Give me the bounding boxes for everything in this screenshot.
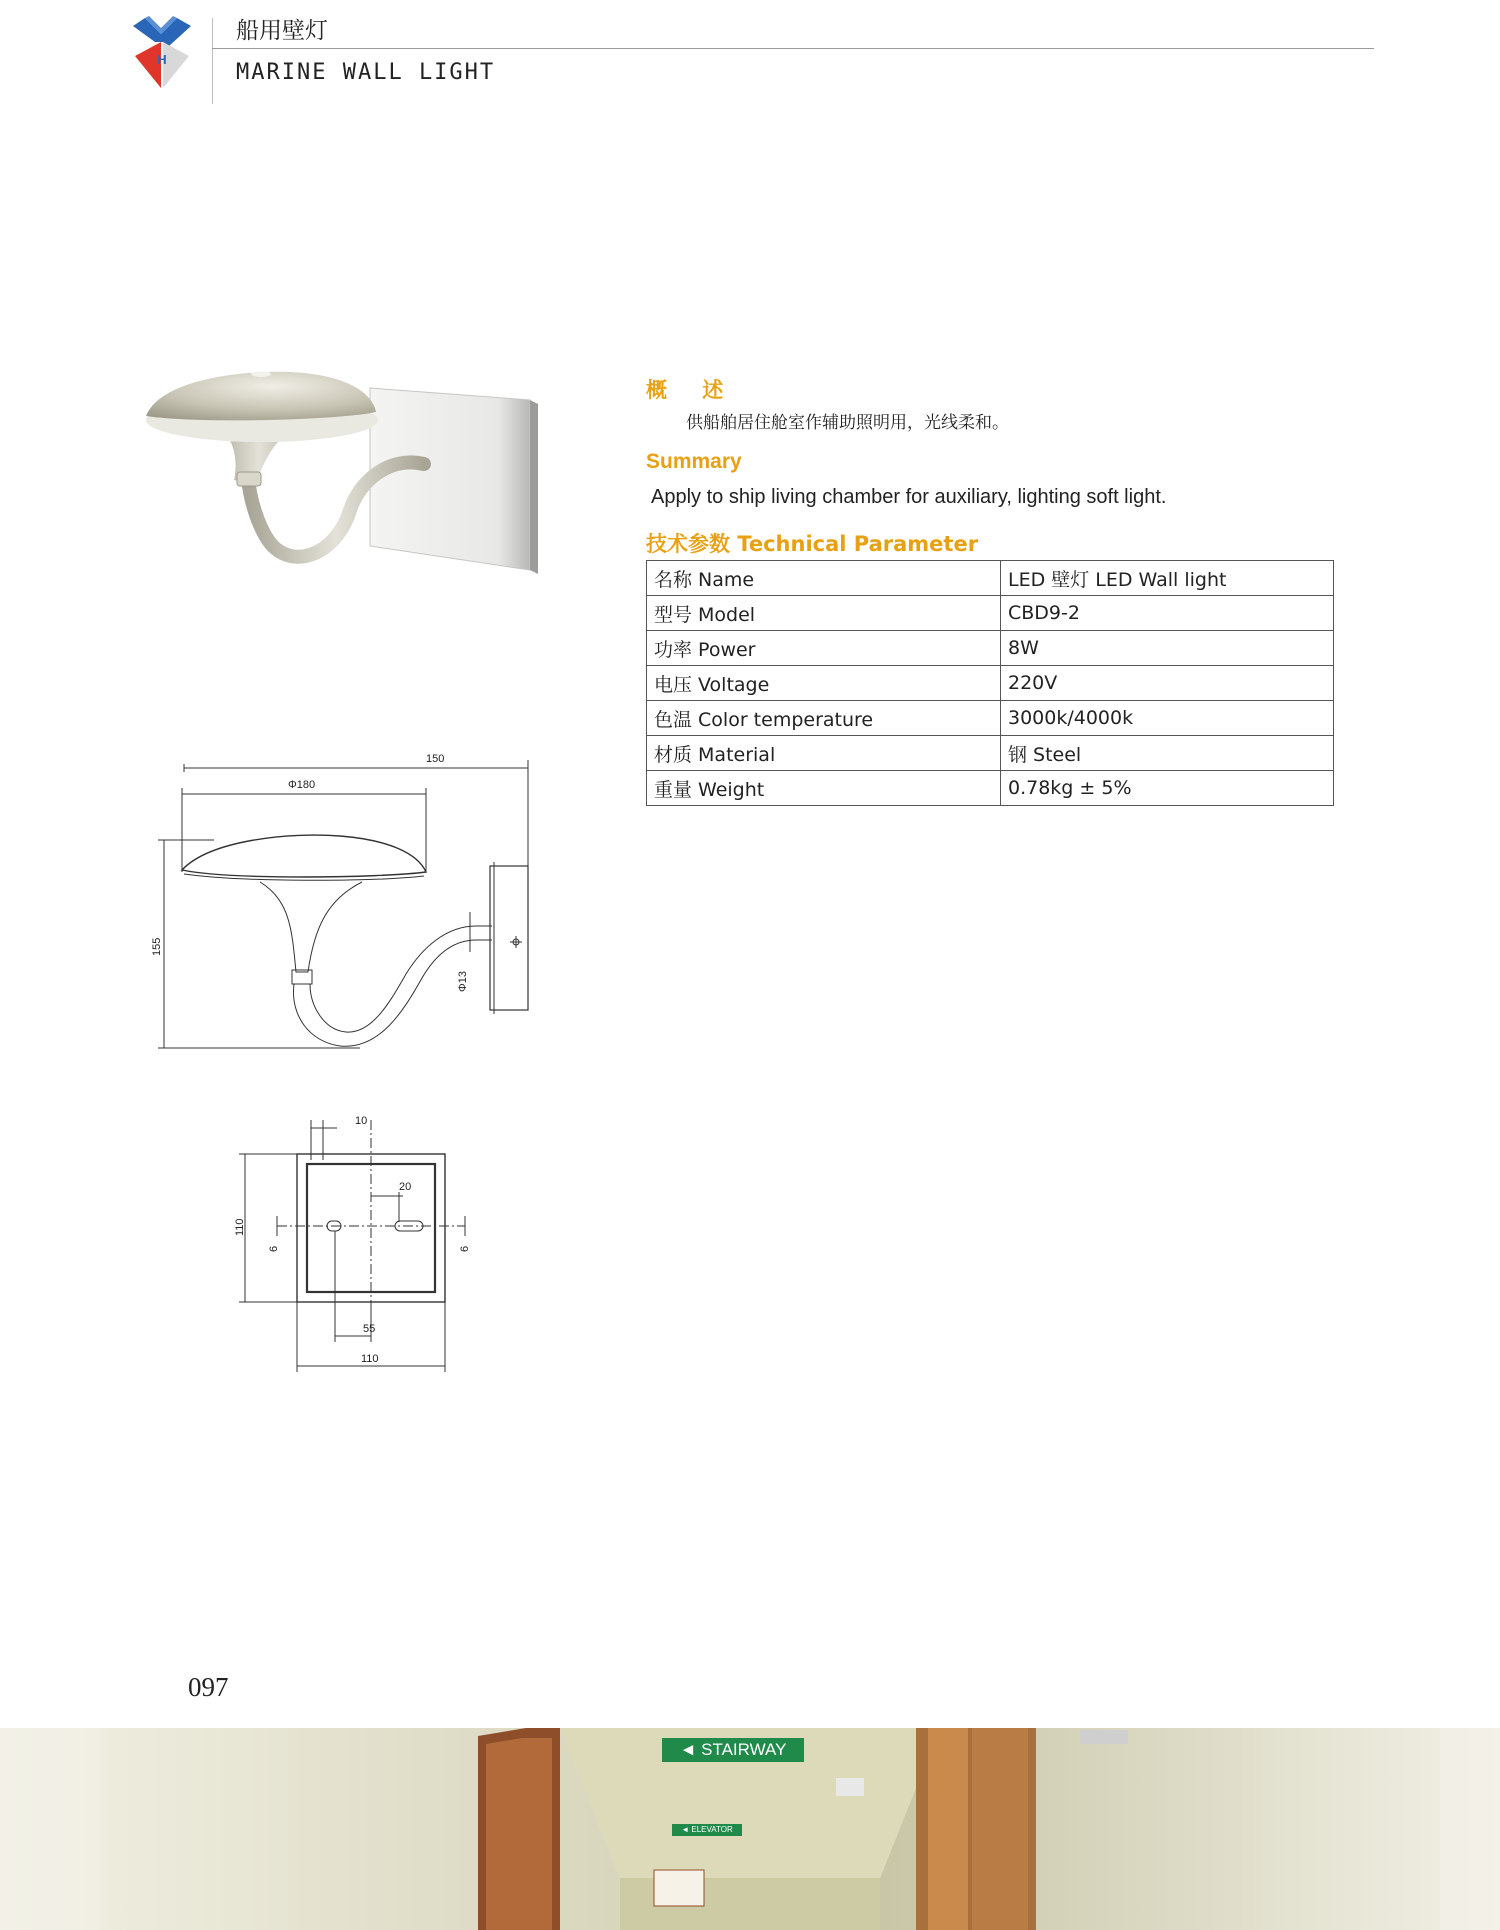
summary-text: Apply to ship living chamber for auxiliary, lighting soft light. [651,486,1167,508]
overview-text: 供船舶居住舱室作辅助照明用，光线柔和。 [686,413,1009,433]
elevator-sign: ◄ ELEVATOR [672,1824,742,1836]
dim-55-label: 55 [363,1323,376,1335]
dim-110-horizontal-label: 110 [361,1353,379,1365]
header-vertical-rule [212,18,213,104]
param-label: 材质 Material [647,736,1001,771]
side-view-drawing [140,740,540,1060]
table-row [647,666,1334,701]
page-title-cn: 船用壁灯 [236,18,328,44]
dim-height-label: 155 [151,937,163,956]
param-value: CBD9-2 [1001,596,1334,631]
table-row [647,561,1334,596]
header-rule [212,48,1374,49]
param-label: 功率 Power [647,631,1001,666]
table-row [647,596,1334,631]
corridor-photo [0,1728,1500,1930]
dim-20-label: 20 [399,1181,412,1193]
param-value: 钢 Steel [1001,736,1334,771]
dim-tube-label: Φ13 [457,970,469,992]
summary-heading: Summary [646,450,742,473]
param-value: 8W [1001,631,1334,666]
overview-heading: 概 述 [646,378,738,402]
table-row [647,771,1334,806]
product-photo [140,360,540,630]
table-row [647,701,1334,736]
technical-parameter-table [646,560,1334,806]
dim-diameter-label: Φ180 [288,779,316,791]
page-number: 097 [188,1672,229,1702]
dim-6-right-label: 6 [459,1245,471,1252]
page-title-en: MARINE WALL LIGHT [236,60,496,85]
param-value: 3000k/4000k [1001,701,1334,736]
param-label: 型号 Model [647,596,1001,631]
param-label: 电压 Voltage [647,666,1001,701]
param-value: LED 壁灯 LED Wall light [1001,561,1334,596]
mounting-plate-drawing [225,1110,485,1380]
param-label: 重量 Weight [647,771,1001,806]
param-label: 色温 Color temperature [647,701,1001,736]
dim-10-label: 10 [355,1115,368,1127]
stairway-sign: ◄ STAIRWAY [662,1738,804,1762]
company-logo [125,12,200,92]
technical-parameter-heading: 技术参数 Technical Parameter [646,532,979,556]
param-value: 220V [1001,666,1334,701]
table-row [647,736,1334,771]
dim-110-vertical-label: 110 [234,1218,246,1236]
dim-150-label: 150 [426,753,445,765]
dim-6-left-label: 6 [268,1245,280,1252]
param-label: 名称 Name [647,561,1001,596]
param-value: 0.78kg ± 5% [1001,771,1334,806]
logo-letter: H [157,52,167,67]
table-row [647,631,1334,666]
